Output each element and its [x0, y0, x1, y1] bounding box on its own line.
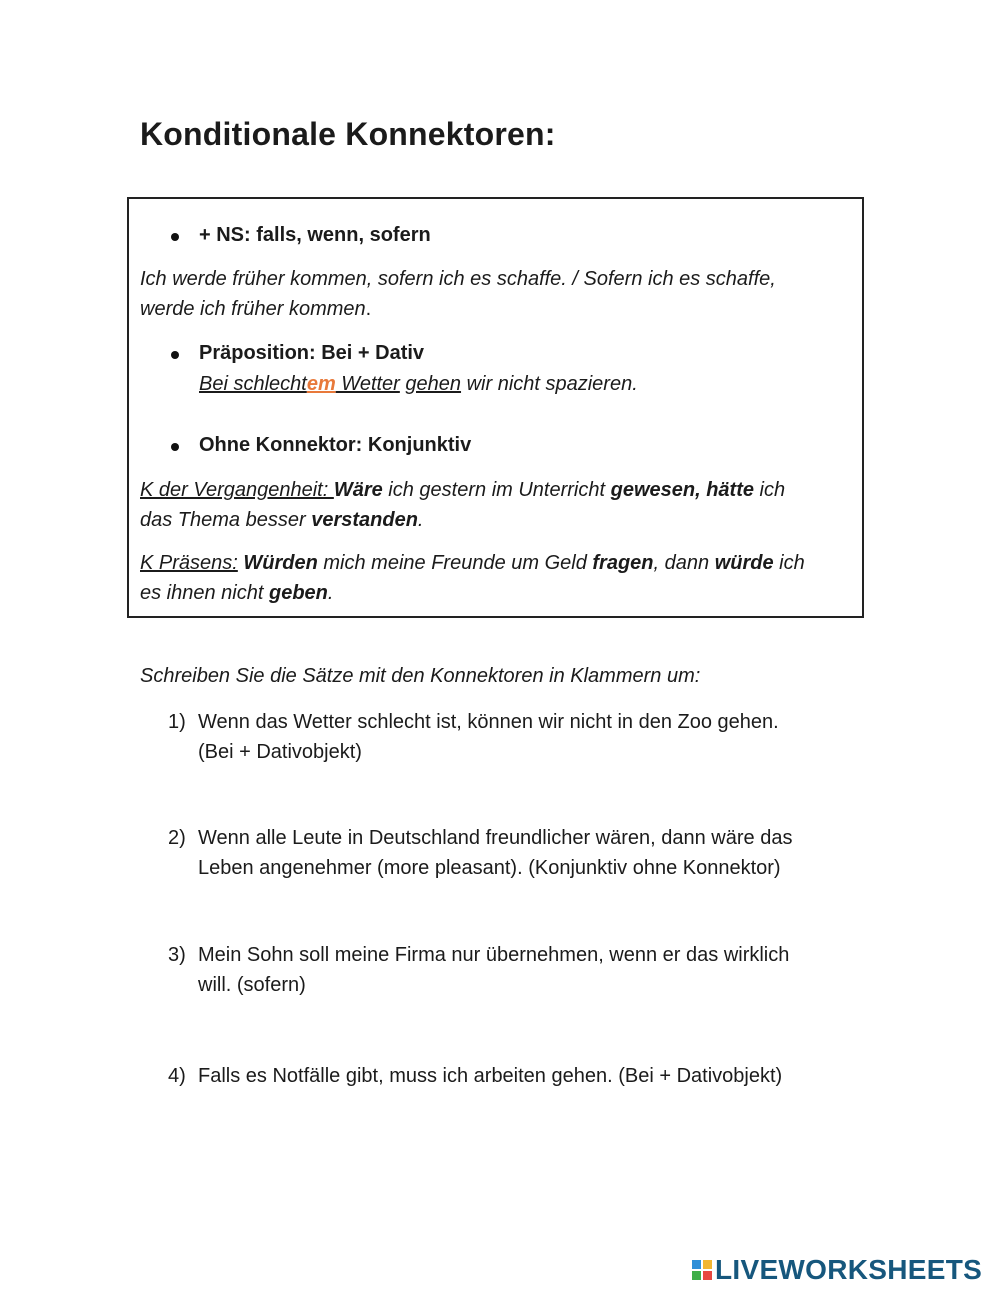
instruction: Schreiben Sie die Sätze mit den Konnektoren in Klammern um:	[140, 665, 701, 687]
bullet-praeposition-text: Präposition: Bei + Dativ	[199, 342, 425, 364]
example-k-praesens: K Präsens: Würden mich meine Freunde um Geld fragen, dann würde ich es ihnen nicht geben.	[140, 552, 805, 604]
logo-mark-icon	[692, 1260, 712, 1280]
page-title: Konditionale Konnektoren:	[140, 116, 556, 152]
bullet-ns	[199, 224, 431, 247]
example-k-vergangenheit: K der Vergangenheit: Wäre ich gestern im Unterricht gewesen, hätte ich das Thema besser verstanden.	[140, 479, 786, 531]
bullet-dot	[171, 351, 179, 359]
bullet-konjunktiv	[199, 434, 471, 457]
logo-text: LIVEWORKSHEETS	[715, 1254, 983, 1285]
liveworksheets-logo	[692, 1255, 982, 1285]
info-box	[127, 197, 864, 618]
bullet-konjunktiv-text: Ohne Konnektor: Konjunktiv	[199, 434, 472, 456]
example-ns-line1: Ich werde früher kommen, sofern ich es schaffe. / Sofern ich es schaffe,	[140, 268, 776, 290]
example-ns-line2: werde ich früher kommen.	[140, 298, 372, 320]
bullet-ns-text: + NS: falls, wenn, sofern	[199, 224, 431, 246]
bullet-praeposition	[199, 342, 424, 365]
highlighted-ending: em	[306, 373, 336, 395]
example-ns	[140, 264, 776, 324]
bullet-dot	[171, 233, 179, 241]
example-praeposition: Bei schlechtem Wetter gehen wir nicht spazieren.	[199, 373, 638, 395]
bullet-dot	[171, 443, 179, 451]
